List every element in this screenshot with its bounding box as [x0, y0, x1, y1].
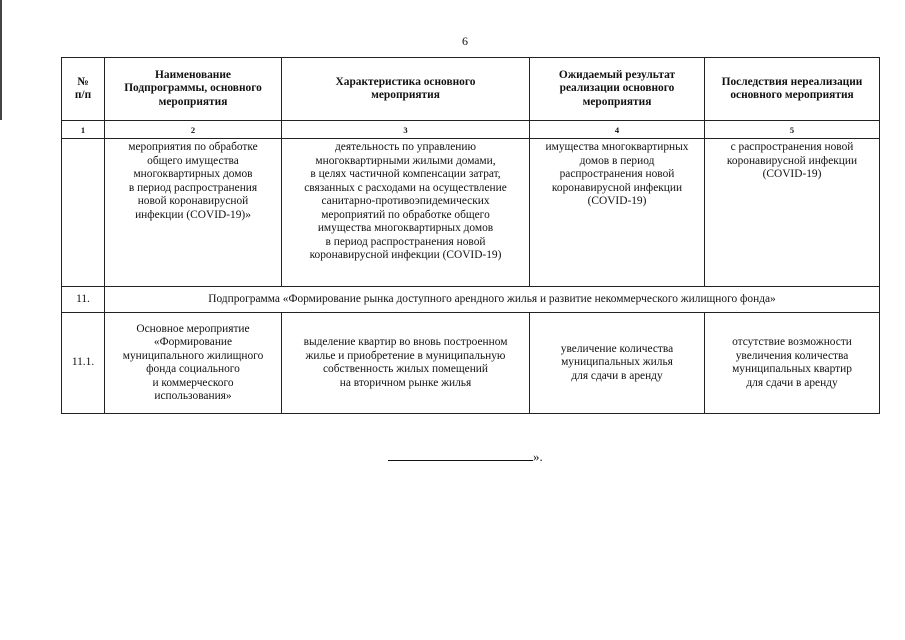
- column-number-row: [62, 121, 880, 139]
- cell-name: Основное мероприятие «Формирование муниципального жилищного фонда социального и коммерческого использования»: [105, 313, 282, 414]
- page-number: 6: [462, 34, 468, 48]
- column-number: 3: [282, 121, 530, 139]
- header-consequences: Последствия нереализации основного мероприятия: [705, 58, 880, 121]
- cell-characteristic: выделение квартир во вновь построенном жилье и приобретение в муниципальную собственность жилых помещений на вторичном рынке жилья: [282, 313, 530, 414]
- header-expected-result: Ожидаемый результат реализации основного мероприятия: [530, 58, 705, 121]
- header-number: № п/п: [62, 58, 105, 121]
- cell-result: увеличение количества муниципальных жилья для сдачи в аренду: [530, 313, 705, 414]
- column-number: 2: [105, 121, 282, 139]
- cell-name: мероприятия по обработке общего имущества многоквартирных домов в период распространения новой коронавирусной инфекции (COVID-19)»: [105, 139, 282, 287]
- cell-consequence: с распространения новой коронавирусной инфекции (COVID-19): [705, 139, 880, 287]
- program-table: [61, 57, 880, 414]
- cell-number: 11.: [62, 287, 105, 313]
- cell-number: [62, 139, 105, 287]
- column-number: 1: [62, 121, 105, 139]
- cell-result: имущества многоквартирных домов в период распространения новой коронавирусной инфекции (COVID-19): [530, 139, 705, 287]
- scan-edge-line: [0, 0, 2, 120]
- table-header-row: [62, 58, 880, 121]
- cell-consequence: отсутствие возможности увеличения количества муниципальных квартир для сдачи в аренду: [705, 313, 880, 414]
- table-row: [62, 139, 880, 287]
- cell-number: 11.1.: [62, 313, 105, 414]
- closing-mark: [388, 448, 543, 465]
- cell-characteristic: деятельность по управлению многоквартирными жилыми домами, в целях частичной компенсации затрат, связанных с расходами на осуществление санитарно-противоэпидемических мероприятий по обработке общего имущества многоквартирных домов в период распространения новой коронавирусной инфекции (COVID-19): [282, 139, 530, 287]
- subprogram-row: [62, 287, 880, 313]
- subprogram-title: Подпрограмма «Формирование рынка доступного арендного жилья и развитие некоммерческого жилищного фонда»: [105, 287, 880, 313]
- header-characteristic: Характеристика основного мероприятия: [282, 58, 530, 121]
- signature-line: [388, 448, 533, 461]
- table-row: [62, 313, 880, 414]
- column-number: 5: [705, 121, 880, 139]
- header-name: Наименование Подпрограммы, основного мероприятия: [105, 58, 282, 121]
- column-number: 4: [530, 121, 705, 139]
- closing-quote: ».: [533, 449, 543, 464]
